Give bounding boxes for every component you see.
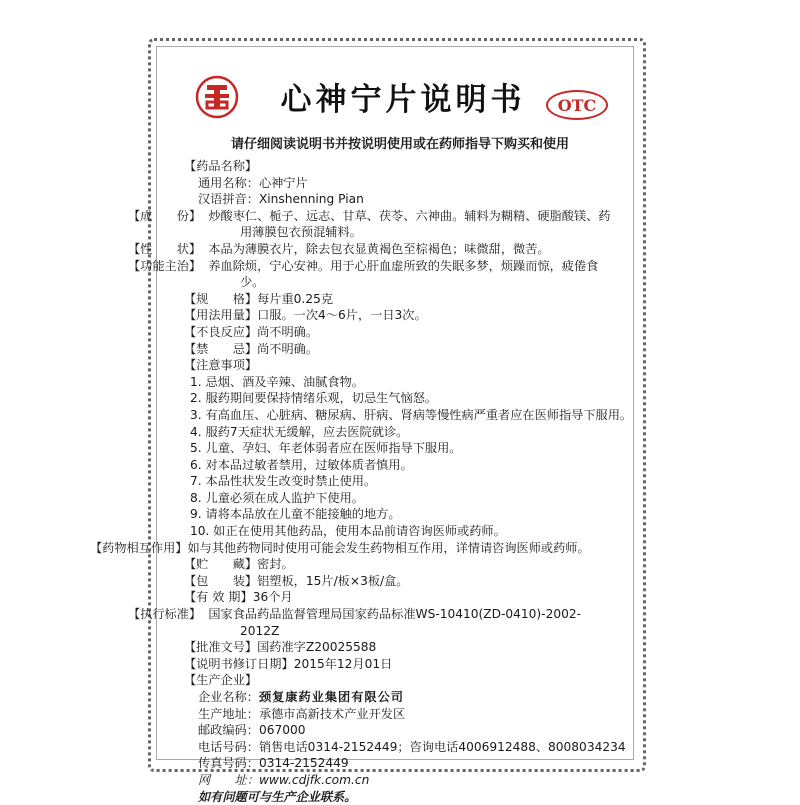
precaution-item: 7. 本品性状发生改变时禁止使用。 [190,474,377,489]
usage-value: 口服。一次4～6片，一日3次。 [257,308,427,323]
phone-row [184,739,626,756]
validity-label: 【有 效 期】 [184,590,253,605]
postcode-value: 067000 [258,723,306,738]
website-row [184,772,614,789]
revision-value: 2015年12月01日 [293,656,393,671]
approval-row [184,639,614,656]
storage-value: 密封。 [257,557,294,572]
storage-row [184,556,614,573]
interaction-value: 如与其他药物同时使用可能会发生药物相互作用，详情请咨询医师或药师。 [187,540,590,555]
ingredients-row [128,208,614,241]
package-row [184,573,614,590]
indications-row [128,258,614,291]
spec-value: 每片重0.25克 [257,291,334,306]
contact-footer: 如有问题可与生产企业联系。 [198,789,357,804]
phone-value: 销售电话0314-2152449；咨询电话4006912488、8008034234 [258,739,626,754]
package-label: 【包 装】 [184,573,258,588]
page-title: 心神宁片说明书 [280,82,526,118]
address-row [184,706,614,723]
section-drug-name: 【药品名称】 [184,159,258,173]
precaution-item: 1. 忌烟、酒及辛辣、油腻食物。 [190,374,364,389]
section-manufacturer: 【生产企业】 [184,673,258,688]
revision-label: 【说明书修订日期】 [184,656,294,671]
fax-row [184,755,614,772]
indications-value: 养血除烦，宁心安神。用于心肝血虚所致的失眠多梦，烦躁而惊，疲倦食少。 [208,258,599,290]
website-label: 网 址： [198,772,259,787]
precaution-item: 4. 服药7天症状无缓解，应去医院就诊。 [190,424,409,439]
company-logo-icon [195,75,239,119]
pinyin-label: 汉语拼音： [198,192,259,207]
company-name-value: 颈复康药业集团有限公司 [258,690,404,704]
usage-label: 【用法用量】 [184,308,258,323]
adverse-label: 【不良反应】 [184,324,258,339]
properties-row [128,241,614,258]
company-name-row [184,689,614,706]
phone-label: 电话号码： [198,739,259,754]
contra-label: 【禁 忌】 [184,341,258,356]
precaution-item: 9. 请将本品放在儿童不能接触的地方。 [190,507,401,522]
generic-name-row [184,175,614,192]
precaution-item: 2. 服药期间要保持情绪乐观，切忌生气恼怒。 [190,391,438,406]
package-value: 铝塑板，15片/板×3板/盒。 [257,573,409,588]
precaution-item: 10. 如正在使用其他药品，使用本品前请咨询医师或药师。 [190,524,506,539]
storage-label: 【贮 藏】 [184,557,258,572]
precaution-item: 6. 对本品过敏者禁用，过敏体质者慎用。 [190,457,413,472]
interaction-row [90,540,614,557]
precaution-item: 3. 有高血压、心脏病、糖尿病、肝病、肾病等慢性病严重者应在医师指导下服用。 [190,407,633,422]
fax-label: 传真号码： [198,756,259,771]
adverse-row [184,324,614,341]
contra-row [184,341,614,358]
usage-warning: 请仔细阅读说明书并按说明使用或在药师指导下购买和使用 [230,137,569,152]
ingredients-label: 【成 份】 [128,208,202,223]
spec-row [184,291,614,308]
usage-row [184,307,614,324]
precaution-item: 5. 儿童、孕妇、年老体弱者应在医师指导下服用。 [190,441,462,456]
generic-name-value: 心神宁片 [258,175,308,190]
website-value[interactable]: www.cdjfk.com.cn [258,772,370,787]
address-value: 承德市高新技术产业开发区 [258,706,406,721]
pinyin-value: Xinshenning Pian [258,192,364,207]
spec-label: 【规 格】 [184,291,258,306]
adverse-value: 尚不明确。 [257,324,319,339]
postcode-label: 邮政编码： [198,723,259,738]
validity-row [184,589,614,606]
postcode-row [184,722,614,739]
address-label: 生产地址： [198,706,259,721]
validity-value: 36个月 [252,590,293,605]
standard-value: 国家食品药品监督管理局国家药品标准WS-10410(ZD-0410)-2002-2012Z [208,607,581,638]
properties-label: 【性 状】 [128,241,202,256]
section-precautions: 【注意事项】 [184,358,258,373]
generic-name-label: 通用名称： [198,175,259,190]
approval-label: 【批准文号】 [184,640,258,655]
pinyin-row [184,191,614,208]
otc-badge: OTC [546,90,608,120]
contra-value: 尚不明确。 [257,341,319,356]
precaution-item: 8. 儿童必须在成人监护下使用。 [190,490,364,505]
leaflet-body [90,158,633,805]
ingredients-value: 炒酸枣仁、栀子、远志、甘草、茯苓、六神曲。辅料为糊精、硬脂酸镁、药用薄膜包衣预混辅料。 [208,208,611,240]
properties-value: 本品为薄膜衣片，除去包衣显黄褐色至棕褐色；味微甜，微苦。 [208,241,550,256]
fax-value: 0314-2152449 [258,756,349,771]
interaction-label: 【药物相互作用】 [90,540,188,555]
standard-row [128,606,614,639]
company-name-label: 企业名称： [198,690,259,704]
standard-label: 【执行标准】 [128,607,202,622]
indications-label: 【功能主治】 [128,258,202,273]
revision-row [184,656,614,673]
approval-value: 国药准字Z20025588 [257,640,377,655]
